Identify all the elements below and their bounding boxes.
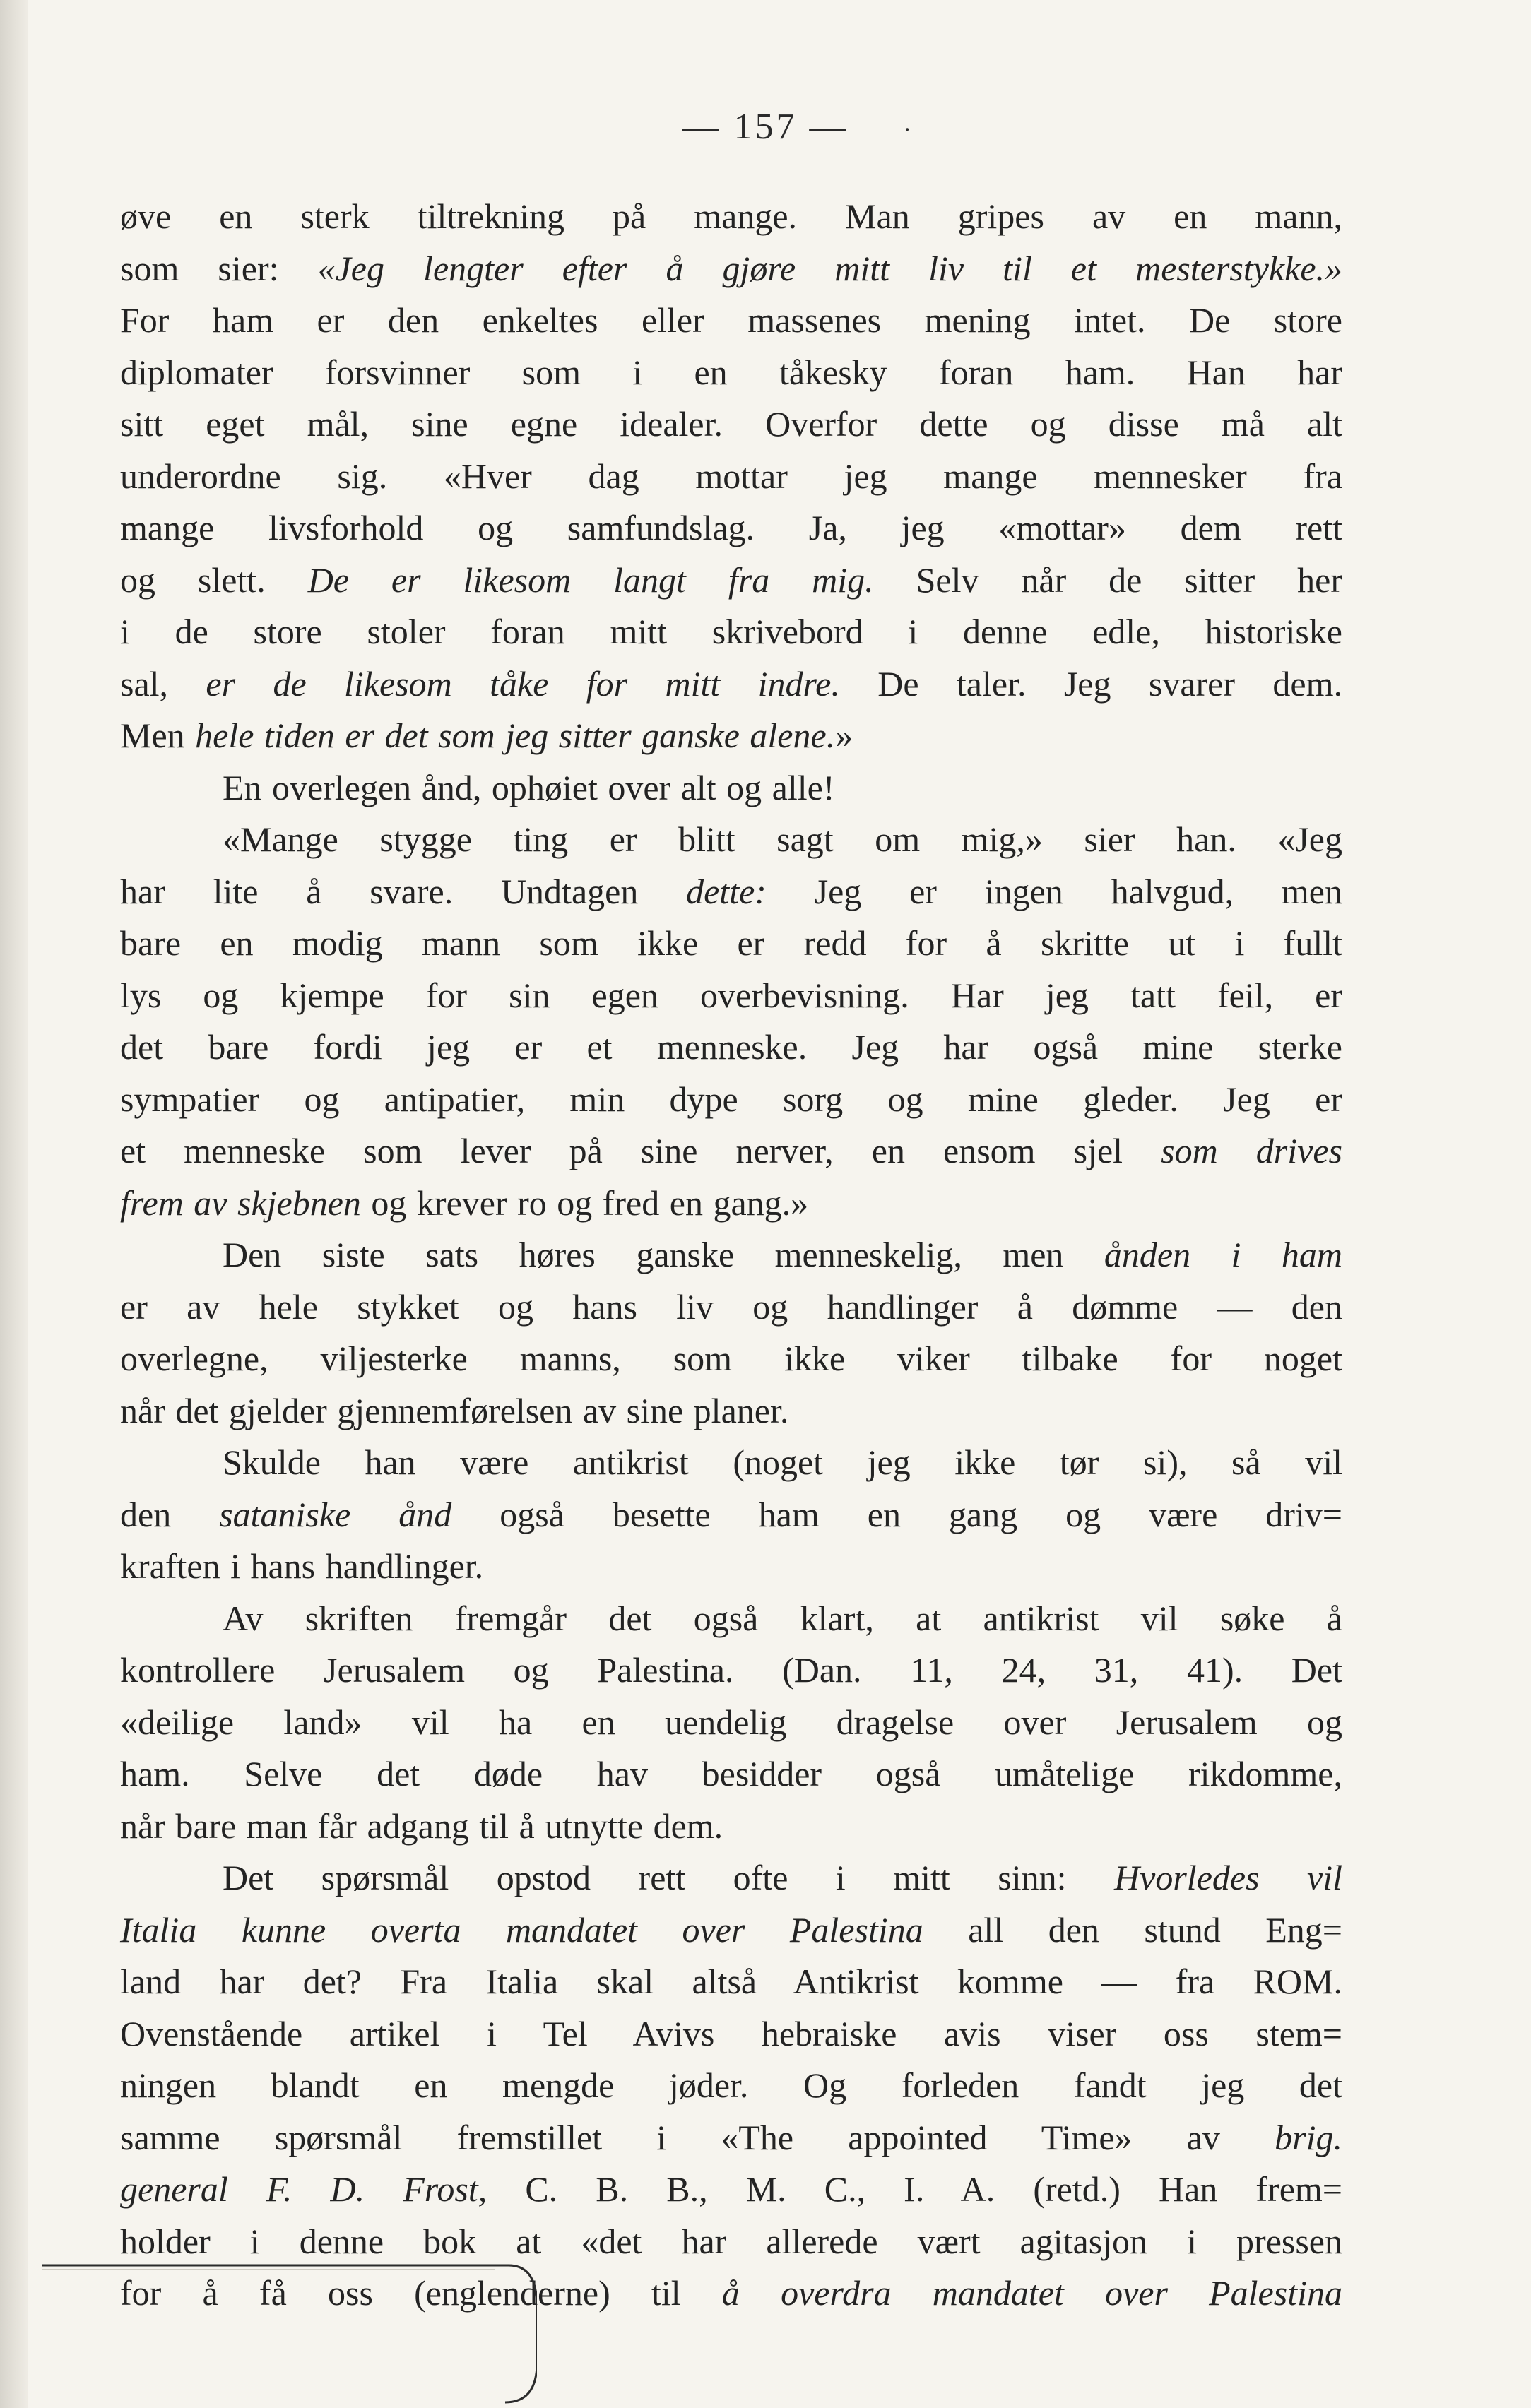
italic-text-segment: dette: — [686, 871, 767, 911]
text-segment: Det spørsmål opstod rett ofte i mitt sinn: — [223, 1858, 1115, 1897]
italic-text-segment: De er likesom langt fra mig. — [307, 559, 874, 600]
page-number-text: — 157 — — [682, 107, 849, 147]
text-segment: diplomater forsvinner som i en tåkesky foran ham. Han har — [120, 352, 1342, 392]
text-line — [120, 2164, 1342, 2216]
text-line — [120, 554, 1342, 607]
italic-text-segment: frem av skjebnen — [120, 1182, 361, 1223]
text-segment: øve en sterk tiltrekning på mange. Man gripes av en mann, — [120, 196, 1342, 236]
text-segment: Jeg er ingen halvgud, men — [766, 871, 1343, 911]
text-line — [120, 2008, 1342, 2060]
text-segment: har lite å svare. Undtagen — [120, 871, 687, 911]
text-line — [120, 710, 1342, 762]
text-segment: et menneske som lever på sine nerver, en ensom sjel — [120, 1131, 1161, 1170]
text-line — [120, 1852, 1342, 1904]
text-line — [120, 347, 1342, 399]
text-segment: De taler. Jeg svarer dem. — [839, 663, 1342, 704]
text-line — [120, 658, 1342, 711]
text-segment: C. B. B., M. C., I. A. (retd.) Han frem= — [487, 2169, 1342, 2209]
italic-text-segment: general F. D. Frost, — [120, 2169, 487, 2209]
text-line — [120, 1074, 1342, 1126]
page-mark: . — [904, 110, 914, 136]
text-segment: «deilige land» vil ha en uendelig dragelse over Jerusalem og — [120, 1702, 1342, 1742]
text-line — [120, 1748, 1342, 1801]
text-segment: det bare fordi jeg er et menneske. Jeg har også mine sterke — [120, 1027, 1342, 1067]
text-line — [120, 2216, 1342, 2268]
italic-text-segment: sataniske ånd — [219, 1494, 452, 1534]
text-segment: En overlegen ånd, ophøiet over alt og alle! — [223, 767, 835, 807]
page-number — [0, 106, 1531, 148]
text-line — [120, 1229, 1342, 1281]
text-segment: bare en modig mann som ikke er redd for å skritte ut i fullt — [120, 923, 1342, 963]
text-segment: «Mange stygge ting er blitt sagt om mig,» sier han. «Jeg — [223, 819, 1342, 859]
text-segment: og slett. — [120, 559, 308, 600]
text-segment: samme spørsmål fremstillet i «The appointed Time» av — [120, 2117, 1275, 2157]
text-line — [120, 1956, 1342, 2008]
text-segment: ningen blandt en mengde jøder. Og forleden fandt jeg det — [120, 2065, 1342, 2105]
text-segment: er av hele stykket og hans liv og handlinger å dømme — den — [120, 1286, 1342, 1327]
text-line — [120, 191, 1342, 243]
text-segment: overlegne, viljesterke manns, som ikke viker tilbake for noget — [120, 1339, 1342, 1378]
text-segment: i de store stoler foran mitt skrivebord i denne edle, historiske — [120, 612, 1342, 651]
italic-text-segment: Italia kunne overta mandatet over Palestina — [120, 1909, 923, 1950]
text-segment: den — [120, 1494, 220, 1534]
text-line — [120, 1125, 1342, 1178]
italic-text-segment: som drives — [1161, 1131, 1342, 1170]
text-line — [120, 606, 1342, 658]
text-segment: Men — [120, 716, 196, 755]
page-left-edge-shadow — [0, 0, 28, 2408]
text-line — [120, 1021, 1342, 1074]
text-segment: når det gjelder gjennemførelsen av sine planer. — [120, 1390, 789, 1430]
text-line — [120, 918, 1342, 970]
text-line — [120, 1644, 1342, 1697]
text-line — [120, 866, 1342, 918]
text-line — [120, 1333, 1342, 1385]
text-line — [120, 398, 1342, 451]
text-segment: holder i denne bok at «det har allerede vært agitasjon i pressen — [120, 2221, 1342, 2261]
text-line — [120, 762, 1342, 814]
text-segment: som sier: — [120, 248, 318, 288]
text-segment: mange livsforhold og samfundslag. Ja, jeg «mottar» dem rett — [120, 508, 1342, 547]
text-segment: sympatier og antipatier, min dype sorg og mine gleder. Jeg er — [120, 1079, 1342, 1119]
text-segment: Skulde han være antikrist (noget jeg ikke tør si), så vil — [223, 1442, 1342, 1482]
text-segment: ham. Selve det døde hav besidder også umåtelige rikdomme, — [120, 1754, 1342, 1793]
italic-text-segment: å overdra mandatet over Palestina — [721, 2273, 1342, 2313]
text-line — [120, 1178, 1342, 1230]
text-line — [120, 1489, 1342, 1541]
text-line — [120, 1437, 1342, 1489]
text-segment: sal, — [120, 663, 206, 704]
italic-text-segment: er de likesom tåke for mitt indre. — [206, 663, 840, 704]
text-line — [120, 814, 1342, 866]
text-segment: også besette ham en gang og være driv= — [451, 1494, 1342, 1534]
text-segment: land har det? Fra Italia skal altså Antikrist komme — fra ROM. — [120, 1962, 1342, 2001]
text-line — [120, 2112, 1342, 2164]
text-segment: sitt eget mål, sine egne idealer. Overfor dette og disse må alt — [120, 404, 1342, 444]
text-line — [120, 295, 1342, 347]
text-segment: all den stund Eng= — [923, 1909, 1342, 1950]
text-line — [120, 502, 1342, 554]
text-segment: » — [835, 716, 853, 755]
text-segment: Den siste sats høres ganske menneskelig, men — [223, 1235, 1104, 1274]
text-line — [120, 1385, 1342, 1437]
text-segment: Av skriften fremgår det også klart, at antikrist vil søke å — [223, 1598, 1342, 1638]
text-line — [120, 1697, 1342, 1749]
text-line — [120, 970, 1342, 1022]
text-segment: og krever ro og fred en gang.» — [360, 1182, 809, 1223]
italic-text-segment: «Jeg lengter efter å gjøre mitt liv til et mesterstykke.» — [317, 248, 1343, 288]
text-line — [120, 451, 1342, 503]
body-text — [120, 191, 1342, 2320]
text-segment: kontrollere Jerusalem og Palestina. (Dan. 11, 24, 31, 41). Det — [120, 1650, 1342, 1690]
text-line — [120, 243, 1342, 295]
text-line — [120, 1281, 1342, 1334]
italic-text-segment: brig. — [1275, 2117, 1342, 2157]
italic-text-segment: hele tiden er det som jeg sitter ganske alene. — [195, 716, 836, 755]
italic-text-segment: Hvorledes vil — [1114, 1858, 1343, 1897]
margin-bracket-mark — [42, 2264, 537, 2405]
text-segment: underordne sig. «Hver dag mottar jeg mange mennesker fra — [120, 456, 1342, 496]
italic-text-segment: ånden i ham — [1104, 1235, 1342, 1274]
text-line — [120, 1904, 1342, 1957]
text-segment: lys og kjempe for sin egen overbevisning. Har jeg tatt feil, er — [120, 975, 1342, 1015]
text-segment: Ovenstående artikel i Tel Avivs hebraiske avis viser oss stem= — [120, 2013, 1342, 2053]
text-segment: kraften i hans handlinger. — [120, 1546, 484, 1586]
text-segment: Selv når de sitter her — [873, 559, 1343, 600]
text-segment: for å få oss (englenderne) til — [120, 2273, 722, 2313]
text-line — [120, 1801, 1342, 1853]
text-segment: når bare man får adgang til å utnytte dem. — [120, 1805, 723, 1846]
text-line — [120, 1541, 1342, 1593]
text-segment: For ham er den enkeltes eller massenes mening intet. De store — [120, 300, 1342, 340]
text-line — [120, 2060, 1342, 2112]
text-line — [120, 1593, 1342, 1645]
